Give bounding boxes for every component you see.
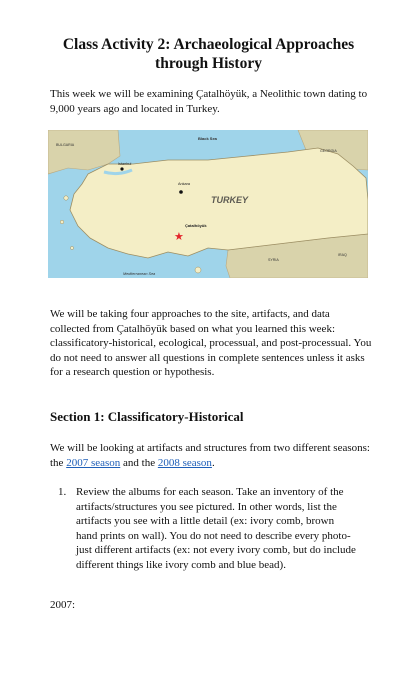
map-island xyxy=(195,267,201,273)
turkey-map xyxy=(48,130,368,278)
label-syria: SYRIA xyxy=(268,258,279,262)
label-black-sea: Black Sea xyxy=(198,136,217,141)
label-istanbul: Istanbul xyxy=(118,162,132,166)
question-1 xyxy=(58,485,358,572)
seasons-text-before: We will be looking at artifacts and structures from two different seasons: the xyxy=(50,442,370,469)
marker-istanbul xyxy=(120,167,123,170)
marker-ankara xyxy=(179,190,183,194)
link-2008-season[interactable]: 2008 season xyxy=(157,456,212,469)
label-catalhoyuk: Çatalhöyük xyxy=(185,223,207,228)
map-island xyxy=(60,220,64,224)
label-georgia: GEORGIA xyxy=(320,149,337,153)
label-turkey: TURKEY xyxy=(211,195,249,205)
link-2007-season[interactable]: 2007 season xyxy=(66,456,121,469)
seasons-text-mid: and the xyxy=(120,456,158,469)
star-icon: ★ xyxy=(174,231,184,243)
intro-paragraph: This week we will be examining Çatalhöyük, a Neolithic town dating to 9,000 years ago and located in Turkey. xyxy=(50,88,368,115)
label-iraq: IRAQ xyxy=(338,253,347,257)
label-mediterranean: Mediterranean Sea xyxy=(123,272,156,276)
question-1-number: 1. xyxy=(58,486,67,498)
seasons-paragraph xyxy=(50,441,372,470)
section-1-heading: Section 1: Classificatory-Historical xyxy=(50,409,244,424)
year-2007-label: 2007: xyxy=(50,599,76,611)
page-title: Class Activity 2: Archaeological Approaches through History xyxy=(62,36,355,72)
seasons-text-after: . xyxy=(211,456,215,469)
map-island xyxy=(70,246,73,249)
question-1-text: Review the albums for each season. Take an inventory of the artifacts/structures you see pictured. In other words, list the artifacts you see with a little detail (ex: ivory comb, brown hand prints on wall). You do not need to describe every photo- just different artifacts (ex: not every ivory comb, but do include different things like ivory comb and blue bead). xyxy=(76,486,356,571)
map-island xyxy=(64,196,68,200)
label-ankara: Ankara xyxy=(178,182,191,186)
label-bulgaria: BULGARIA xyxy=(56,143,75,147)
approaches-paragraph: We will be taking four approaches to the site, artifacts, and data collected from Çatalhöyük based on what you learned this week: classificatory-historical, ecological, processual, and post-processual. You do not need to answer all questions in complete sentences unless it asks for a research question or hypothesis. xyxy=(50,308,372,378)
